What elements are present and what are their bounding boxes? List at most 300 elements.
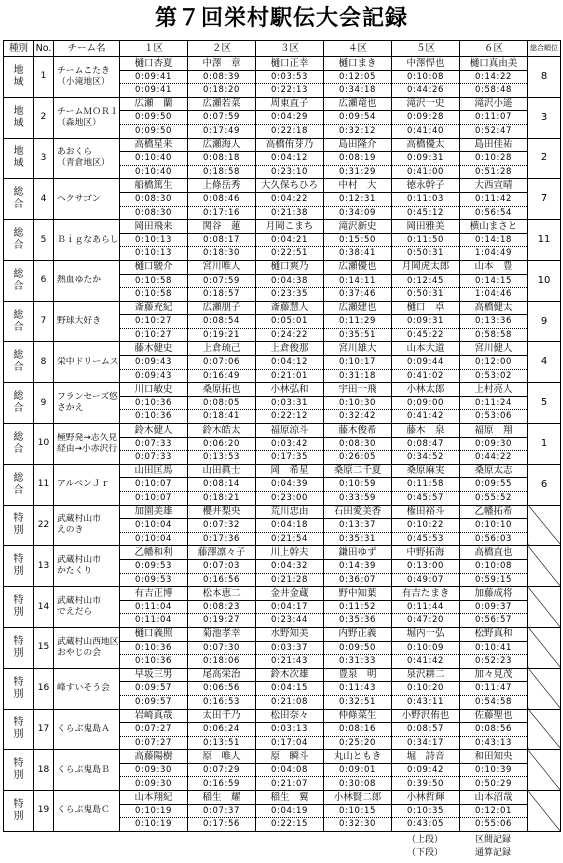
cumulative-time: 0:21:07 xyxy=(256,777,324,791)
runner-name: 樋口爽乃 xyxy=(256,260,324,274)
runner-name: 斎藤充紀 xyxy=(120,301,188,315)
runner-name: 山田匡馬 xyxy=(120,464,188,478)
runner-name: 中村 大 xyxy=(324,179,392,193)
runner-name: 樋口駿介 xyxy=(120,260,188,274)
runner-name: 豊泉 明 xyxy=(324,668,392,682)
header-team-name: チーム名 xyxy=(54,41,120,57)
team-row-runners xyxy=(4,342,561,356)
team-name-line: さかえ xyxy=(57,403,84,414)
section-time: 0:07:33 xyxy=(120,437,188,451)
runner-name: 樋口正幸 xyxy=(256,57,324,71)
cumulative-time: 0:10:36 xyxy=(120,410,188,424)
cumulative-time: 0:51:28 xyxy=(460,165,528,179)
section-time: 0:11:29 xyxy=(324,315,392,329)
section-time: 0:04:39 xyxy=(256,478,324,492)
runner-name: 山本 豊 xyxy=(460,260,528,274)
runner-name: 樋口真由美 xyxy=(460,57,528,71)
section-time: 0:11:07 xyxy=(460,111,528,125)
section-time: 0:12:45 xyxy=(392,274,460,288)
runner-name: 広瀬建也 xyxy=(324,301,392,315)
team-name-line: 峰すいそう会 xyxy=(57,683,110,694)
runner-name: 岡 希星 xyxy=(256,464,324,478)
section-time: 0:14:11 xyxy=(324,274,392,288)
header-section-1: １区 xyxy=(120,41,188,57)
runner-name: 徳永幹子 xyxy=(392,179,460,193)
cumulative-time: 0:59:15 xyxy=(460,573,528,587)
runner-name: 高橋星来 xyxy=(120,138,188,152)
category-label: 特別 xyxy=(13,554,24,578)
cumulative-time: 0:21:38 xyxy=(256,206,324,220)
cumulative-time: 0:23:00 xyxy=(256,492,324,506)
cumulative-time: 0:17:49 xyxy=(188,124,256,138)
team-row-runners xyxy=(4,709,561,723)
team-name xyxy=(54,587,120,628)
section-time: 0:09:31 xyxy=(392,315,460,329)
section-time: 0:14:39 xyxy=(324,559,392,573)
runner-name: 野中知葉 xyxy=(324,587,392,601)
cumulative-time: 0:45:53 xyxy=(392,532,460,546)
overall-rank xyxy=(528,709,561,750)
cumulative-time: 0:21:54 xyxy=(256,532,324,546)
runner-name: 斎藤慧人 xyxy=(256,301,324,315)
overall-rank: 3 xyxy=(528,97,561,138)
runner-name: 中澤悍也 xyxy=(392,57,460,71)
runner-name: 船橋篤生 xyxy=(120,179,188,193)
runner-name: 横山まさと xyxy=(460,220,528,234)
team-row-runners xyxy=(4,546,561,560)
cumulative-time: 0:07:33 xyxy=(120,451,188,465)
runner-name: 宮川健人 xyxy=(460,342,528,356)
overall-rank xyxy=(528,627,561,668)
cumulative-time: 0:18:58 xyxy=(188,165,256,179)
runner-name: 加々見茂 xyxy=(460,668,528,682)
section-time: 0:08:47 xyxy=(392,437,460,451)
team-name-line: （森地区） xyxy=(57,117,101,128)
cumulative-time: 0:22:51 xyxy=(256,247,324,261)
time-legend xyxy=(0,834,563,860)
team-name-line: えのき xyxy=(57,525,84,536)
section-time: 0:09:50 xyxy=(324,641,392,655)
runner-name: 月岡こまち xyxy=(256,220,324,234)
section-time: 0:09:30 xyxy=(120,763,188,777)
team-name-line: チームこたき xyxy=(57,65,110,76)
runner-name: 岩崎真哉 xyxy=(120,709,188,723)
cumulative-time: 0:23:35 xyxy=(256,288,324,302)
runner-name: 広瀬海人 xyxy=(188,138,256,152)
overall-rank: 10 xyxy=(528,260,561,301)
team-name-line: 栄中ドリームス xyxy=(57,356,119,367)
runner-name: 山本大道 xyxy=(392,342,460,356)
category-label: 総合 xyxy=(13,472,24,496)
category-cell xyxy=(4,587,34,628)
cumulative-time: 0:10:58 xyxy=(120,288,188,302)
category-cell xyxy=(4,791,34,832)
section-time: 0:10:04 xyxy=(120,519,188,533)
team-number: 5 xyxy=(34,220,54,261)
section-time: 0:09:54 xyxy=(324,111,392,125)
page-title: 第７回栄村駅伝大会記録 xyxy=(154,6,408,31)
section-time: 0:11:52 xyxy=(324,600,392,614)
runner-name: 早坂三男 xyxy=(120,668,188,682)
section-time: 0:12:05 xyxy=(324,70,392,84)
cumulative-time: 0:16:53 xyxy=(188,695,256,709)
team-name xyxy=(54,220,120,261)
runner-name: 藤澤凛々子 xyxy=(188,546,256,560)
cumulative-time: 0:30:08 xyxy=(324,777,392,791)
section-time: 0:08:16 xyxy=(324,723,392,737)
runner-name: 小野沢侑也 xyxy=(392,709,460,723)
cumulative-time: 1:04:49 xyxy=(460,247,528,261)
cumulative-time: 0:09:50 xyxy=(120,124,188,138)
runner-name: 樋口まき xyxy=(324,57,392,71)
runner-name: 金井金蔵 xyxy=(256,587,324,601)
runner-name: 藤木健史 xyxy=(120,342,188,356)
runner-name: 稲生 耀 xyxy=(188,791,256,805)
category-cell xyxy=(4,57,34,98)
category-cell xyxy=(4,709,34,750)
category-label: 総合 xyxy=(13,350,24,374)
runner-name: 滝沢一史 xyxy=(392,97,460,111)
cumulative-time: 0:39:50 xyxy=(392,777,460,791)
cumulative-time: 0:44:22 xyxy=(460,451,528,465)
cumulative-time: 0:19:27 xyxy=(188,614,256,628)
section-time: 0:07:03 xyxy=(188,559,256,573)
runner-name: 有吉正博 xyxy=(120,587,188,601)
runner-name: 樋口義照 xyxy=(120,627,188,641)
section-time: 0:10:17 xyxy=(324,356,392,370)
runner-name: 周東直子 xyxy=(256,97,324,111)
runner-name: 小林哲輝 xyxy=(392,791,460,805)
section-time: 0:10:19 xyxy=(120,804,188,818)
team-name-line: くらぶ鬼島Ｃ xyxy=(57,805,110,816)
runner-name: 堀内一弘 xyxy=(392,627,460,641)
cumulative-time: 0:58:58 xyxy=(460,328,528,342)
overall-rank: 8 xyxy=(528,57,561,98)
runner-name: 高橋侑芽乃 xyxy=(256,138,324,152)
section-time: 0:04:32 xyxy=(256,559,324,573)
legend-upper: （上段） xyxy=(406,835,443,845)
section-time: 0:07:59 xyxy=(188,111,256,125)
runner-name: 高橋直也 xyxy=(460,546,528,560)
section-time: 0:14:22 xyxy=(460,70,528,84)
section-time: 0:09:44 xyxy=(392,356,460,370)
team-number: 18 xyxy=(34,750,54,791)
header-row xyxy=(4,41,561,57)
runner-name: 丸山ともき xyxy=(324,750,392,764)
section-time: 0:09:53 xyxy=(120,559,188,573)
runner-name: 滝沢小遥 xyxy=(460,97,528,111)
category-label: 総合 xyxy=(13,187,24,211)
team-number: 6 xyxy=(34,260,54,301)
runner-name: 滝沢新史 xyxy=(324,220,392,234)
runner-name: 桑原二千夏 xyxy=(324,464,392,478)
section-time: 0:08:23 xyxy=(188,600,256,614)
section-time: 0:04:15 xyxy=(256,682,324,696)
team-row-runners xyxy=(4,97,561,111)
team-name-line: くらぶ鬼島Ｂ xyxy=(57,764,110,775)
section-time: 0:13:00 xyxy=(392,559,460,573)
cumulative-time: 0:50:31 xyxy=(392,247,460,261)
section-time: 0:10:58 xyxy=(120,274,188,288)
cumulative-time: 0:18:20 xyxy=(188,84,256,98)
cumulative-time: 0:18:06 xyxy=(188,655,256,669)
cumulative-time: 0:56:03 xyxy=(460,532,528,546)
runner-name: 小林太郎 xyxy=(392,383,460,397)
runner-name: 樋口 卓 xyxy=(392,301,460,315)
section-time: 0:10:20 xyxy=(392,682,460,696)
team-name-line: 武蔵村山市 xyxy=(57,514,101,525)
cumulative-time: 0:58:48 xyxy=(460,84,528,98)
section-time: 0:07:37 xyxy=(188,804,256,818)
cumulative-time: 0:32:12 xyxy=(324,124,392,138)
section-time: 0:06:56 xyxy=(188,682,256,696)
category-label: 地域 xyxy=(13,105,24,129)
section-time: 0:11:42 xyxy=(460,192,528,206)
section-time: 0:09:57 xyxy=(120,682,188,696)
team-number: 11 xyxy=(34,464,54,505)
category-label: 特別 xyxy=(13,676,24,700)
cumulative-time: 0:56:54 xyxy=(460,206,528,220)
team-row-runners xyxy=(4,179,561,193)
section-time: 0:10:07 xyxy=(120,478,188,492)
cumulative-time: 0:09:30 xyxy=(120,777,188,791)
legend-lower: （下段） xyxy=(406,848,443,858)
category-cell xyxy=(4,750,34,791)
team-number: 4 xyxy=(34,179,54,220)
section-time: 0:10:15 xyxy=(324,804,392,818)
team-row-runners xyxy=(4,424,561,438)
section-time: 0:07:29 xyxy=(188,763,256,777)
runner-name: 佐藤聖也 xyxy=(460,709,528,723)
cumulative-time: 0:22:15 xyxy=(256,818,324,832)
team-name xyxy=(54,546,120,587)
section-time: 0:10:30 xyxy=(324,396,392,410)
runner-name: 太田千乃 xyxy=(188,709,256,723)
cumulative-time: 0:36:07 xyxy=(324,573,392,587)
section-time: 0:13:36 xyxy=(460,315,528,329)
runner-name: 川口敏史 xyxy=(120,383,188,397)
section-time: 0:12:31 xyxy=(324,192,392,206)
category-cell xyxy=(4,179,34,220)
cumulative-time: 1:04:46 xyxy=(460,288,528,302)
team-name-line: チームＭＯＲＩ xyxy=(57,106,119,117)
category-cell xyxy=(4,383,34,424)
cumulative-time: 0:21:01 xyxy=(256,369,324,383)
section-time: 0:08:39 xyxy=(188,70,256,84)
team-row-runners xyxy=(4,301,561,315)
cumulative-time: 0:09:53 xyxy=(120,573,188,587)
team-name-line: 武蔵村山市 xyxy=(57,596,101,607)
cumulative-time: 0:08:30 xyxy=(120,206,188,220)
runner-name: 上村亮人 xyxy=(460,383,528,397)
section-time: 0:11:04 xyxy=(120,600,188,614)
section-time: 0:11:58 xyxy=(392,478,460,492)
cumulative-time: 0:16:59 xyxy=(188,777,256,791)
runner-name: 加藤成将 xyxy=(460,587,528,601)
team-name-line: フランセーズ悠 xyxy=(57,392,118,403)
overall-rank xyxy=(528,505,561,546)
header-section-2: ２区 xyxy=(188,41,256,57)
overall-rank xyxy=(528,546,561,587)
section-time: 0:08:30 xyxy=(324,437,392,451)
cumulative-time: 0:55:06 xyxy=(460,818,528,832)
team-name-line: 武蔵村山西地区 xyxy=(57,636,119,647)
cumulative-time: 0:22:12 xyxy=(256,410,324,424)
cumulative-time: 0:09:41 xyxy=(120,84,188,98)
runner-name: 藤木俊希 xyxy=(324,424,392,438)
cumulative-time: 0:09:43 xyxy=(120,369,188,383)
results-body xyxy=(4,57,561,832)
team-number: 9 xyxy=(34,383,54,424)
category-cell xyxy=(4,464,34,505)
section-time: 0:04:19 xyxy=(256,804,324,818)
runner-name: 和田知央 xyxy=(460,750,528,764)
header-section-5: ５区 xyxy=(392,41,460,57)
section-time: 0:10:36 xyxy=(120,396,188,410)
team-name-line: おやじの会 xyxy=(57,647,101,658)
section-time: 0:09:50 xyxy=(120,111,188,125)
runner-name: 川上幹夫 xyxy=(256,546,324,560)
runner-name: 稲生 翼 xyxy=(256,791,324,805)
runner-name: 上倉俊那 xyxy=(256,342,324,356)
runner-name: 尾高栄治 xyxy=(188,668,256,682)
runner-name: 月岡虎太郎 xyxy=(392,260,460,274)
cumulative-time: 0:10:36 xyxy=(120,655,188,669)
runner-name: 広瀬若菜 xyxy=(188,97,256,111)
cumulative-time: 0:10:27 xyxy=(120,328,188,342)
team-name xyxy=(54,424,120,465)
legend-upper-label: 区間記録 xyxy=(474,835,511,845)
category-label: 総合 xyxy=(13,268,24,292)
cumulative-time: 0:35:36 xyxy=(324,614,392,628)
cumulative-time: 0:22:13 xyxy=(256,84,324,98)
team-number: 19 xyxy=(34,791,54,832)
runner-name: 加園美雄 xyxy=(120,505,188,519)
runner-name: 松野真和 xyxy=(460,627,528,641)
runner-name: 原 唯人 xyxy=(188,750,256,764)
team-name-line: ヘクサゴン xyxy=(57,193,101,204)
section-time: 0:15:50 xyxy=(324,233,392,247)
cumulative-time: 0:31:33 xyxy=(324,655,392,669)
cumulative-time: 0:50:29 xyxy=(460,777,528,791)
runner-name: 島田隆介 xyxy=(324,138,392,152)
cumulative-time: 0:18:41 xyxy=(188,410,256,424)
team-name xyxy=(54,627,120,668)
cumulative-time: 0:07:27 xyxy=(120,736,188,750)
team-name-line: （青倉地区） xyxy=(57,158,110,169)
runner-name: 権田裕斗 xyxy=(392,505,460,519)
category-cell xyxy=(4,424,34,465)
cumulative-time: 0:47:20 xyxy=(392,614,460,628)
team-row-runners xyxy=(4,791,561,805)
runner-name: 内野正義 xyxy=(324,627,392,641)
legend-lower-label: 通算記録 xyxy=(474,848,511,858)
team-name-line: 野球大好き xyxy=(57,316,101,327)
runner-name: 福原 翔 xyxy=(460,424,528,438)
cumulative-time: 0:41:02 xyxy=(392,369,460,383)
category-label: 総合 xyxy=(13,431,24,455)
section-time: 0:10:13 xyxy=(120,233,188,247)
cumulative-time: 0:10:07 xyxy=(120,492,188,506)
section-time: 0:03:13 xyxy=(256,723,324,737)
category-label: 特別 xyxy=(13,798,24,822)
header-section-3: ３区 xyxy=(256,41,324,57)
team-name xyxy=(54,750,120,791)
cumulative-time: 0:44:26 xyxy=(392,84,460,98)
section-time: 0:07:59 xyxy=(188,274,256,288)
cumulative-time: 0:31:18 xyxy=(324,369,392,383)
cumulative-time: 0:13:53 xyxy=(188,451,256,465)
section-time: 0:10:28 xyxy=(460,152,528,166)
cumulative-time: 0:21:43 xyxy=(256,655,324,669)
team-name xyxy=(54,260,120,301)
section-time: 0:14:15 xyxy=(460,274,528,288)
cumulative-time: 0:18:30 xyxy=(188,247,256,261)
runner-name: 松田奈々 xyxy=(256,709,324,723)
runner-name: 堀 詩音 xyxy=(392,750,460,764)
runner-name: 広瀬竜也 xyxy=(324,97,392,111)
cumulative-time: 0:16:49 xyxy=(188,369,256,383)
cumulative-time: 0:10:04 xyxy=(120,532,188,546)
cumulative-time: 0:32:51 xyxy=(324,695,392,709)
section-time: 0:08:17 xyxy=(188,233,256,247)
team-row-runners xyxy=(4,750,561,764)
category-cell xyxy=(4,260,34,301)
section-time: 0:10:59 xyxy=(324,478,392,492)
cumulative-time: 0:25:20 xyxy=(324,736,392,750)
team-number: 16 xyxy=(34,668,54,709)
section-time: 0:03:42 xyxy=(256,437,324,451)
section-time: 0:06:24 xyxy=(188,723,256,737)
section-time: 0:09:31 xyxy=(392,152,460,166)
section-time: 0:13:37 xyxy=(324,519,392,533)
runner-name: 広瀬 蘭 xyxy=(120,97,188,111)
team-name-line: くらぶ鬼島Ａ xyxy=(57,723,110,734)
runner-name: 大西宣晴 xyxy=(460,179,528,193)
cumulative-time: 0:09:57 xyxy=(120,695,188,709)
cumulative-time: 0:56:57 xyxy=(460,614,528,628)
runner-name: 泉沢耕二 xyxy=(392,668,460,682)
cumulative-time: 0:37:46 xyxy=(324,288,392,302)
cumulative-time: 0:45:12 xyxy=(392,206,460,220)
team-number: 22 xyxy=(34,505,54,546)
section-time: 0:07:30 xyxy=(188,641,256,655)
overall-rank: 6 xyxy=(528,464,561,505)
runner-name: 乙幡拓希 xyxy=(460,505,528,519)
section-time: 0:12:00 xyxy=(460,356,528,370)
section-time: 0:11:24 xyxy=(460,396,528,410)
team-name xyxy=(54,179,120,220)
runner-name: 小林賢二郎 xyxy=(324,791,392,805)
team-name xyxy=(54,464,120,505)
cumulative-time: 0:18:21 xyxy=(188,492,256,506)
runner-name: 高藤陽樹 xyxy=(120,750,188,764)
team-row-runners xyxy=(4,464,561,478)
header-overall-rank: 総合順位 xyxy=(528,41,561,57)
section-time: 0:08:30 xyxy=(120,192,188,206)
section-time: 0:04:12 xyxy=(256,356,324,370)
section-time: 0:04:18 xyxy=(256,519,324,533)
cumulative-time: 0:53:02 xyxy=(460,369,528,383)
cumulative-time: 0:21:28 xyxy=(256,573,324,587)
section-time: 0:09:30 xyxy=(460,437,528,451)
runner-name: 荒川忠由 xyxy=(256,505,324,519)
cumulative-time: 0:23:44 xyxy=(256,614,324,628)
section-time: 0:06:20 xyxy=(188,437,256,451)
section-time: 0:09:37 xyxy=(460,600,528,614)
section-time: 0:14:18 xyxy=(460,233,528,247)
runner-name: 桑原麻実 xyxy=(392,464,460,478)
